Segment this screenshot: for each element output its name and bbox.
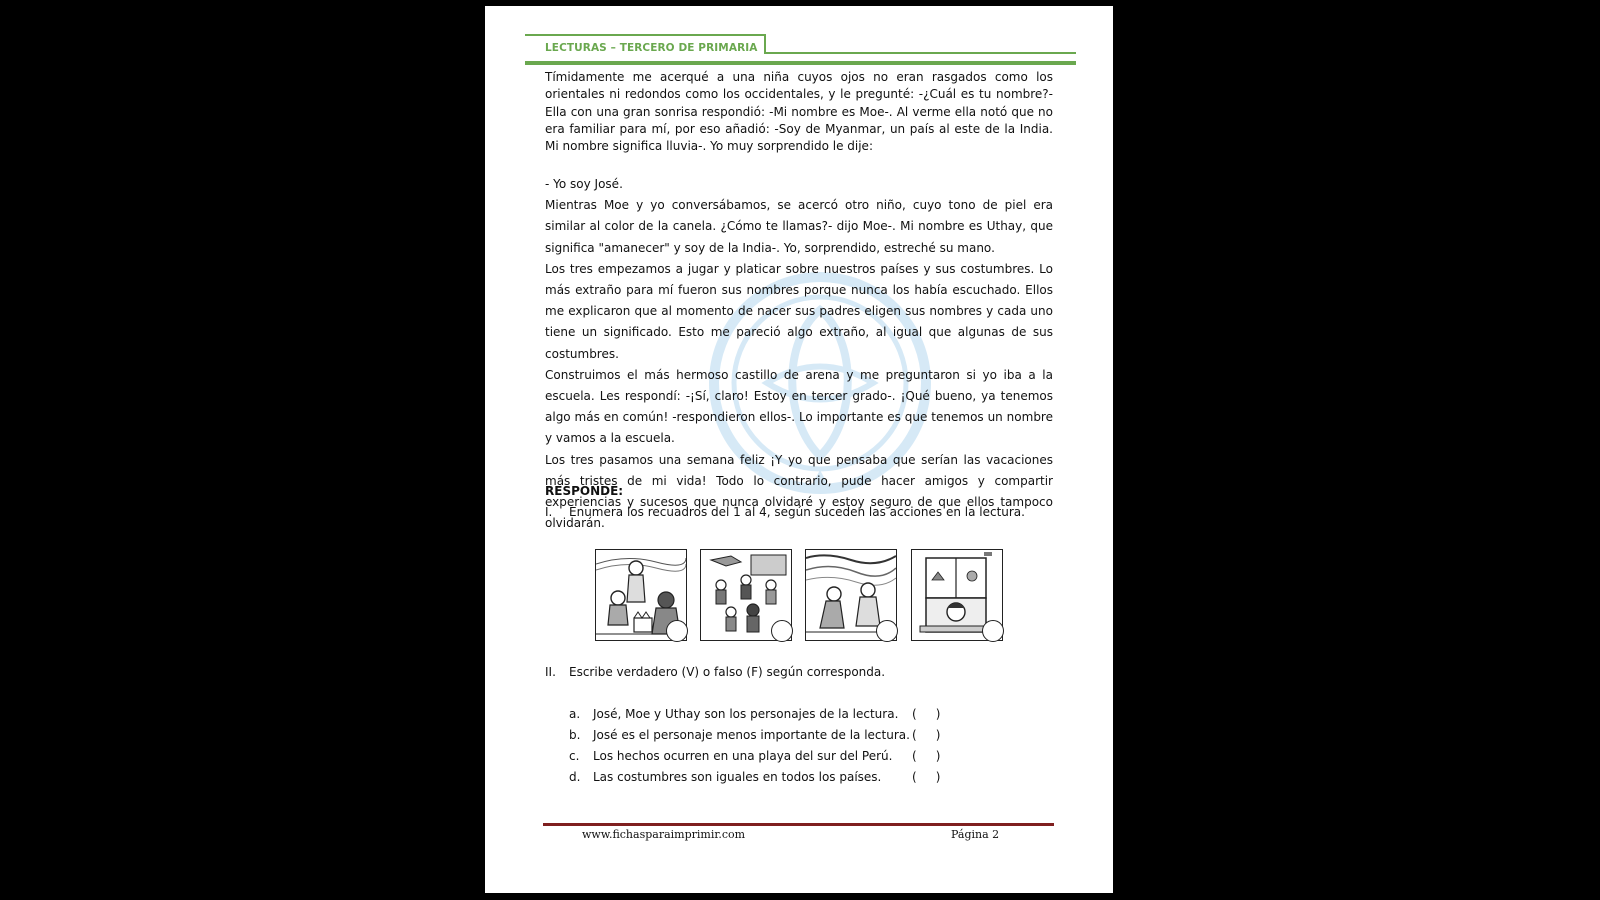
statement-d bbox=[569, 770, 969, 784]
header-title: LECTURAS – TERCERO DE PRIMARIA bbox=[545, 42, 758, 54]
footer-rule bbox=[543, 823, 1054, 826]
header-tab-divider bbox=[764, 34, 766, 53]
picture-box-4 bbox=[911, 549, 1003, 641]
statement-c bbox=[569, 749, 969, 763]
question-2 bbox=[545, 665, 885, 679]
statement-letter: c. bbox=[569, 749, 580, 763]
reading-paragraph-3: Mientras Moe y yo conversábamos, se acercó otro niño, cuyo tono de piel era similar al color de la canela. ¿Cómo te llamas?- dijo Moe-. Mi nombre es Uthay, que significa "amanecer" y soy de la India-. Yo, sorprendido, estreché su mano. bbox=[545, 198, 1053, 255]
question-2-text: Escribe verdadero (V) o falso (F) según corresponda. bbox=[569, 665, 886, 679]
section-heading-responde: RESPONDE: bbox=[545, 484, 624, 498]
statement-a bbox=[569, 707, 969, 721]
statement-letter: d. bbox=[569, 770, 581, 784]
question-1 bbox=[545, 505, 1025, 519]
answer-blank[interactable]: ( ) bbox=[912, 770, 941, 784]
statement-text: Los hechos ocurren en una playa del sur del Perú. bbox=[593, 749, 893, 763]
header-tab-border bbox=[525, 34, 766, 36]
reading-paragraph-5: Construimos el más hermoso castillo de arena y me preguntaron si yo iba a la escuela. Les respondí: -¡Sí, claro! Estoy en tercer grado-. ¡Qué bueno, ya tenemos algo más en común! -respondieron ellos-. Lo importante es que tenemos un nombre y vamos a la escuela. bbox=[545, 367, 1053, 446]
answer-blank[interactable]: ( ) bbox=[912, 707, 941, 721]
answer-circle[interactable] bbox=[666, 620, 688, 642]
reading-paragraph-6: Los tres pasamos una semana feliz ¡Y yo que pensaba que serían las vacaciones más tristes de mi vida! Todo lo contrario, pude hacer amigos y compartir experiencias y sucesos que nunca olvidaré y estoy seguro de que ellos tampoco olvidarán. bbox=[545, 452, 1053, 531]
answer-circle[interactable] bbox=[982, 620, 1004, 642]
header-rule-thin bbox=[764, 52, 1076, 54]
statement-text: José es el personaje menos importante de la lectura. bbox=[593, 728, 910, 742]
picture-box-3 bbox=[805, 549, 897, 641]
statement-b bbox=[569, 728, 969, 742]
statement-text: Las costumbres son iguales en todos los países. bbox=[593, 770, 882, 784]
reading-paragraph-1: Tímidamente me acerqué a una niña cuyos ojos no eran rasgados como los orientales ni redondos como los occidentales, y le pregunté: -¿Cuál es tu nombre?- Ella con una gran sonrisa respondió: -Mi nombre es Moe-. Al verme ella notó que no era familiar para mí, por eso añadió: -Soy de Myanmar, un país al este de la India. Mi nombre significa lluvia-. Yo muy sorprendido le dije: bbox=[545, 70, 1053, 154]
answer-circle[interactable] bbox=[771, 620, 793, 642]
statement-letter: a. bbox=[569, 707, 581, 721]
footer-page-number: Página 2 bbox=[951, 828, 1000, 841]
header-rule-thick bbox=[525, 61, 1076, 65]
document-page bbox=[485, 6, 1113, 893]
answer-circle[interactable] bbox=[876, 620, 898, 642]
reading-body bbox=[545, 174, 1053, 534]
footer-url: www.fichasparaimprimir.com bbox=[582, 828, 746, 841]
picture-box-1 bbox=[595, 549, 687, 641]
reading-paragraph-4: Los tres empezamos a jugar y platicar sobre nuestros países y sus costumbres. Lo más extraño para mí fueron sus nombres porque nunca los había escuchado. Ellos me explicaron que al momento de nacer sus padres eligen sus nombres y cada uno tiene un significado. Esto me pareció algo extraño, al igual que algunas de sus costumbres. bbox=[545, 261, 1053, 361]
question-2-number: II. bbox=[545, 665, 556, 679]
statement-letter: b. bbox=[569, 728, 581, 742]
statement-text: José, Moe y Uthay son los personajes de la lectura. bbox=[593, 707, 899, 721]
question-1-number: I. bbox=[545, 505, 553, 519]
picture-box-2 bbox=[700, 549, 792, 641]
answer-blank[interactable]: ( ) bbox=[912, 728, 941, 742]
reading-paragraph-2: - Yo soy José. bbox=[545, 177, 623, 191]
question-1-text: Enumera los recuadros del 1 al 4, según suceden las acciones en la lectura. bbox=[569, 505, 1025, 519]
answer-blank[interactable]: ( ) bbox=[912, 749, 941, 763]
